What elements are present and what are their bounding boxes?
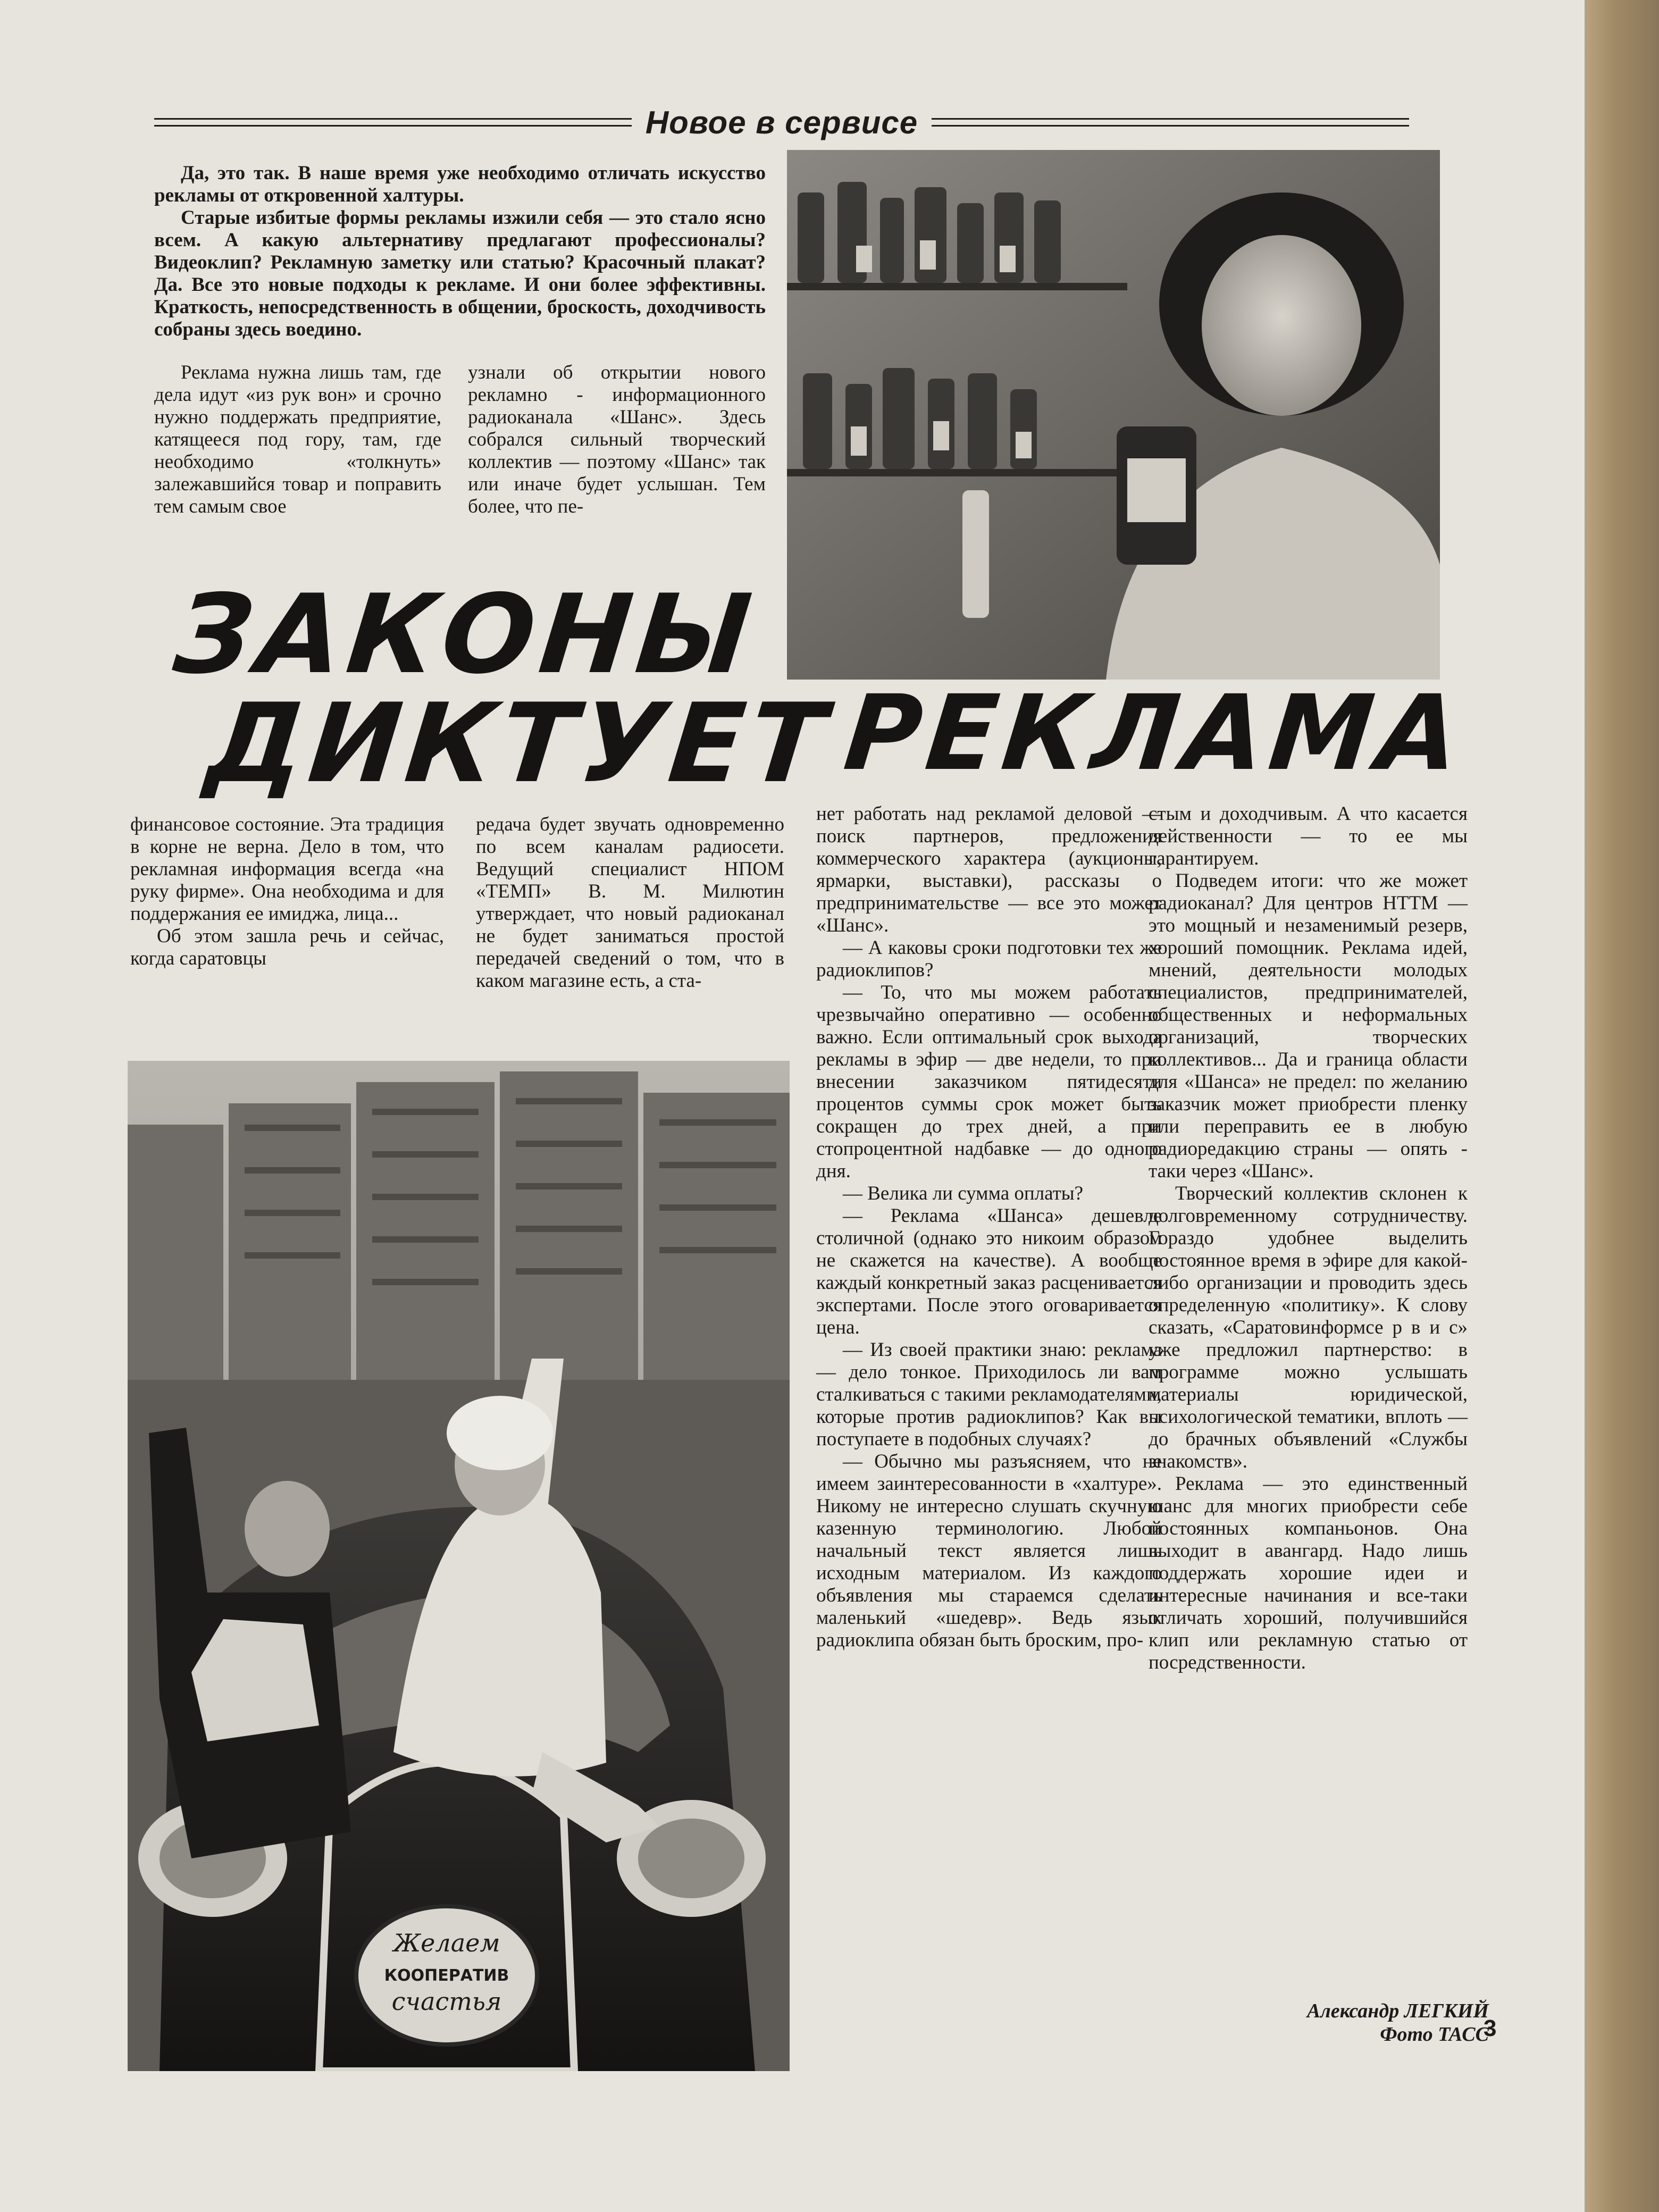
column-4-paragraph-3: Творческий коллектив склонен к долговременному сотрудничеству. Гораздо удобнее выделить постоянное время в эфире для какой-либо организации и проводить здесь определенную «политику». К слову сказать, «Саратовинформсе р в и с» уже предложил партнерство: в программе можно услышать материалы юридической, психологической тематики, вплоть — до брачных объявлений «Службы знакомств». <box>1149 1183 1468 1472</box>
column-1 <box>130 814 444 970</box>
column-3 <box>816 803 1162 1652</box>
column-3-paragraph-4: — Велика ли сумма оплаты? <box>843 1183 1084 1204</box>
lead-paragraph-2: Старые избитые формы рекламы изжили себя — это стало ясно всем. А какую альтернативу предлагают профессионалы? Видеоклип? Рекламную заметку или статью? Красочный плакат? Да. Все это новые подходы к рекламе. И они более эффективны. Краткость, непосредственность в общении, броскость, доходчивость собраны здесь воедино. <box>154 207 766 340</box>
column-3-paragraph-1: нет работать над рекламой деловой — поиск партнеров, предложения коммерческого характера (аукционы, ярмарки, выставки), рассказы о предпринимательстве — все это может «Шанс». <box>816 803 1162 936</box>
top-column-1-paragraph: Реклама нужна лишь там, где дела идут «из рук вон» и срочно нужно поддержать предприятие, катящееся под гору, там, где необходимо «толкнуть» залежавшийся товар и поправить тем самым свое <box>154 362 441 517</box>
top-column-2 <box>468 362 766 518</box>
column-3-paragraph-5: — Реклама «Шанса» дешевле столичной (однако это никоим образом не скажется на качестве). А вообще каждый конкретный заказ расценивается экспертами. После этого оговаривается цена. <box>816 1205 1162 1338</box>
column-4-paragraph-1: стым и доходчивым. А что касается действенности — то ее мы гарантируем. <box>1149 803 1468 869</box>
page-number: 3 <box>1484 2015 1497 2041</box>
binding-edge <box>1585 0 1659 2212</box>
column-3-paragraph-6: — Из своей практики знаю: реклама — дело тонкое. Приходилось ли вам сталкиваться с такими рекламодателями, которые против радиоклипов? Как вы поступаете в подобных случаях? <box>816 1339 1162 1450</box>
column-2-paragraph: редача будет звучать одновременно по всем каналам радиосети. Ведущий специалист НПОМ «ТЕМП» В. М. Милютин утверждает, что новый радиоканал не будет заниматься простой передачей сведений о том, что в каком магазине есть, а ста- <box>476 814 784 992</box>
article-signature <box>1191 1999 1489 2046</box>
article-lead <box>154 162 766 341</box>
photo-car-image <box>128 1061 790 2071</box>
photo-couple-on-car <box>128 1061 790 2071</box>
column-3-paragraph-7: — Обычно мы разъясняем, что не имеем заинтересованности в «халтуре». Никому не интересно слушать скучную казенную терминологию. Любой начальный текст является лишь исходным материалом. Из каждого объявления мы стараемся сделать маленький «шедевр». Ведь язык радиоклипа обязан быть броским, про- <box>816 1451 1162 1651</box>
headline-line-1: ЗАКОНЫ <box>169 572 762 698</box>
car-sign-line-1: Желаем <box>393 1929 500 1957</box>
photo-woman-with-bottles <box>787 150 1440 680</box>
headline-line-2: ДИКТУЕТ <box>200 681 836 807</box>
car-sign-line-3: счастья <box>391 1987 502 2016</box>
column-4-paragraph-2: Подведем итоги: что же может радиоканал? Для центров НТТМ — это мощный и незаменимый резерв, хороший помощник. Реклама идей, мнений, деятельности молодых специалистов, предпринимателей, общественных и неформальных организаций, творческих коллективов... Да и граница области для «Шанса» не предел: по желанию заказчик может приобрести пленку или переправить ее в любую радиоредакцию страны — опять - таки через «Шанс». <box>1149 870 1468 1182</box>
section-rubric <box>154 101 1409 144</box>
column-4 <box>1149 803 1468 1674</box>
lead-paragraph-1: Да, это так. В наше время уже необходимо отличать искусство рекламы от откровенной халтуры. <box>154 162 766 206</box>
photo-credit: Фото ТАСС <box>1380 2023 1489 2046</box>
author-name: Александр ЛЕГКИЙ <box>1306 2000 1489 2022</box>
photo-woman-image <box>787 150 1440 680</box>
column-1-paragraph-1: финансовое состояние. Эта традиция в корне не верна. Дело в том, что рекламная информация всегда «на руку фирме». Она необходима и для поддержания ее имиджа, лица... <box>130 814 444 925</box>
rubric-rule-left <box>154 118 632 127</box>
column-3-paragraph-3: — То, что мы можем работать чрезвычайно оперативно — особенно важно. Если оптимальный срок выхода рекламы в эфир — две недели, то при внесении заказчиком пятидесяти процентов суммы срок может быть сокращен до трех дней, а при стопроцентной надбавке — до одного дня. <box>816 982 1162 1182</box>
top-column-2-paragraph: узнали об открытии нового рекламно - информационного радиоканала «Шанс». Здесь собрался сильный творческий коллектив — поэтому «Шанс» так или иначе будет услышан. Тем более, что пе- <box>468 362 766 517</box>
column-3-paragraph-2: — А каковы сроки подготовки тех же радиоклипов? <box>816 937 1162 981</box>
column-4-paragraph-4: Реклама — это единственный шанс для многих приобрести себе постоянных компаньонов. Она выходит в авангард. Надо лишь поддержать хорошие идеи и интересные начинания и все-таки отличать хороший, получившийся клип или рекламную статью от посредственности. <box>1149 1473 1468 1673</box>
column-2 <box>476 814 784 992</box>
rubric-title: Новое в сервисе <box>645 104 918 140</box>
car-sign-line-2: КООПЕРАТИВ <box>384 1966 509 1985</box>
column-1-paragraph-2: Об этом зашла речь и сейчас, когда саратовцы <box>130 925 444 969</box>
headline-line-3: РЕКЛАМА <box>839 673 1471 793</box>
rubric-rule-right <box>932 118 1409 127</box>
top-column-1 <box>154 362 441 518</box>
